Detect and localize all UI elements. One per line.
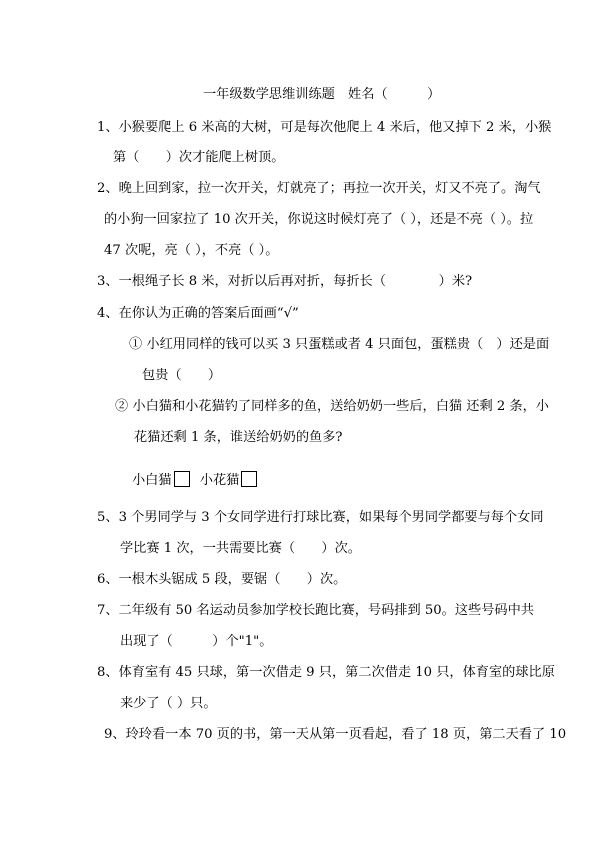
q7-line2: 出现了（ ）个"1"。 bbox=[120, 634, 273, 649]
white-cat-checkbox[interactable] bbox=[174, 471, 190, 487]
q9-line1: 9、玲玲看一本 70 页的书，第一天从第一页看起，看了 18 页，第二天看了 10 bbox=[104, 727, 567, 742]
q2-line2: 的小狗一回家拉了 10 次开关，你说这时候灯亮了（ ），还是不亮（ ）。拉 bbox=[104, 212, 534, 227]
q1-line2: 第（ ）次才能爬上树顶。 bbox=[113, 150, 285, 165]
q4-sub1-line2: 包贵（ ） bbox=[142, 368, 222, 383]
q4-intro: 4、在你认为正确的答案后面画“√” bbox=[97, 306, 299, 321]
q2-line1: 2、晚上回到家，拉一次开关，灯就亮了；再拉一次开关，灯又不亮了。淘气 bbox=[97, 181, 541, 196]
q4-sub2-line1: ② 小白猫和小花猫钓了同样多的鱼，送给奶奶一些后，白猫 还剩 2 条，小 bbox=[115, 399, 549, 414]
flower-cat-checkbox[interactable] bbox=[241, 471, 257, 487]
q6-text: 6、一根木头锯成 5 段，要锯（ ）次。 bbox=[97, 572, 347, 587]
white-cat-label: 小白猫 bbox=[132, 473, 172, 488]
q5-line1: 5、3 个男同学与 3 个女同学进行打球比赛，如果每个男同学都要与每个女同 bbox=[97, 510, 544, 525]
q8-line1: 8、体育室有 45 只球，第一次借走 9 只，第二次借走 10 只，体育室的球比原 bbox=[97, 665, 555, 680]
flower-cat-label: 小花猫 bbox=[199, 473, 240, 488]
q4-sub2-line2: 花猫还剩 1 条，谁送给奶奶的鱼多? bbox=[134, 430, 343, 445]
q4-sub1-line1: ① 小红用同样的钱可以买 3 只蛋糕或者 4 只面包，蛋糕贵（ ）还是面 bbox=[129, 337, 550, 352]
q5-line2: 学比赛 1 次，一共需要比赛（ ）次。 bbox=[120, 541, 361, 556]
page-title: 一年级数学思维训练题 姓名（ ） bbox=[203, 87, 441, 102]
q7-line1: 7、二年级有 50 名运动员参加学校长跑比赛，号码排到 50。这些号码中共 bbox=[97, 603, 534, 618]
q2-line3: 47 次呢，亮（ ），不亮（ ）。 bbox=[104, 243, 279, 258]
q1-line1: 1、小猴要爬上 6 米高的大树，可是每次他爬上 4 米后，他又掉下 2 米，小猴 bbox=[97, 120, 552, 135]
q3-text: 3、一根绳子长 8 米，对折以后再对折，每折长（ ）米? bbox=[97, 274, 473, 289]
q8-line2: 来少了（ ）只。 bbox=[120, 696, 217, 711]
cat-choice-row bbox=[132, 471, 257, 489]
